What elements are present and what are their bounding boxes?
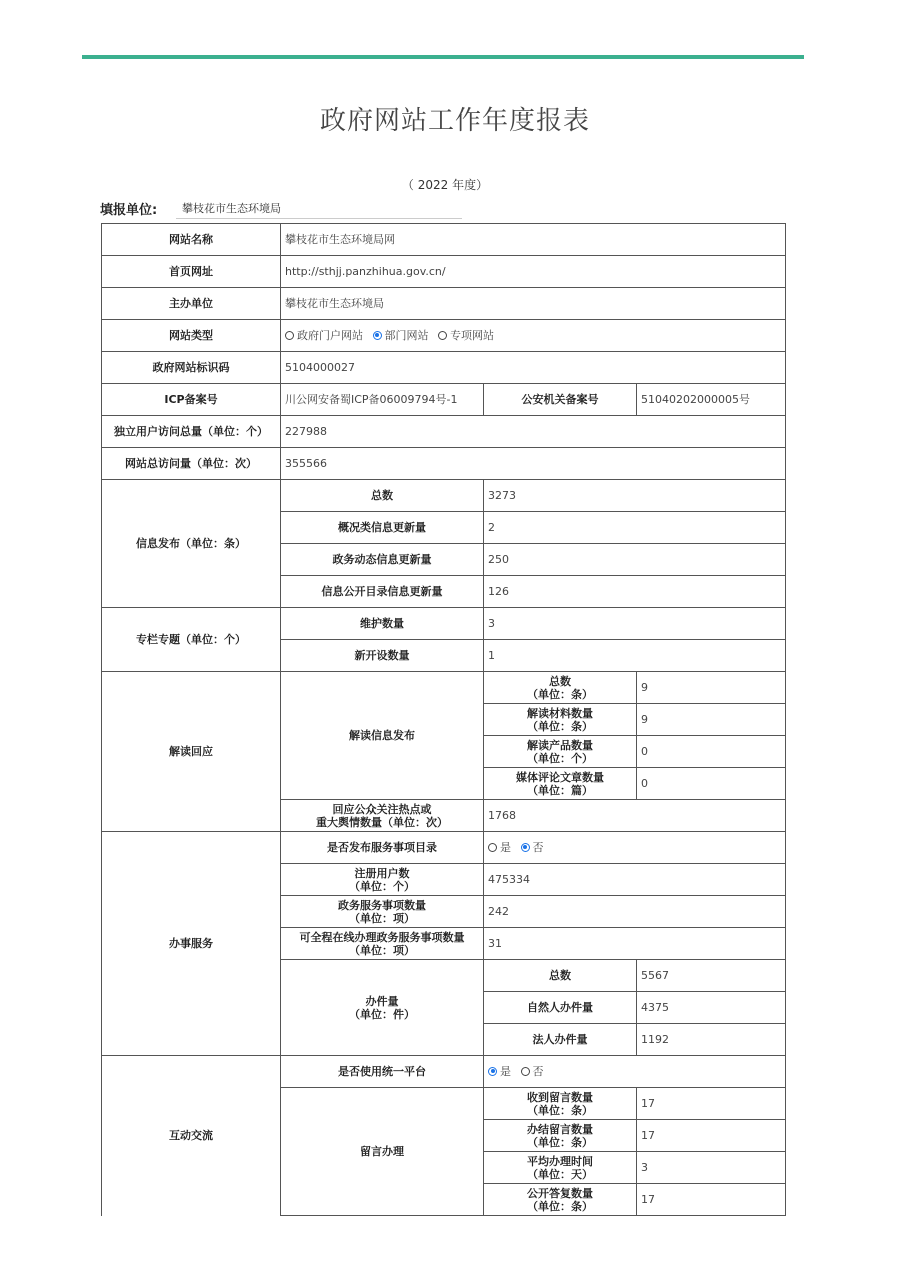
icp-value: 川公网安备蜀ICP备06009794号-1 [281, 384, 484, 416]
table-row [102, 224, 786, 256]
interpret-total-label: 总数 （单位：条） [484, 672, 637, 704]
service-items-value: 242 [484, 896, 786, 928]
site-type-options [281, 320, 786, 352]
interpret-label: 解读回应 [102, 672, 281, 832]
interpret-product-label: 解读产品数量 （单位：个） [484, 736, 637, 768]
service-cases-label: 办件量 （单位：件） [281, 960, 484, 1056]
home-url-label: 首页网址 [102, 256, 281, 288]
columns-new-value: 1 [484, 640, 786, 672]
pv-value: 355566 [281, 448, 786, 480]
interpret-response-value: 1768 [484, 800, 786, 832]
radio-label: 是 [500, 1064, 511, 1078]
radio-on-icon [521, 843, 530, 852]
table-row [102, 352, 786, 384]
info-catalog-value: 126 [484, 576, 786, 608]
columns-label: 专栏专题（单位：个） [102, 608, 281, 672]
id-code-value: 5104000027 [281, 352, 786, 384]
table-row [102, 384, 786, 416]
radio-label: 否 [532, 840, 544, 854]
msg-avg-time-label: 平均办理时间 （单位：天） [484, 1152, 637, 1184]
police-label: 公安机关备案号 [484, 384, 637, 416]
radio-off-icon [438, 331, 447, 340]
host-label: 主办单位 [102, 288, 281, 320]
interpret-media-label: 媒体评论文章数量 （单位：篇） [484, 768, 637, 800]
radio-off-icon [488, 843, 497, 852]
site-name-label: 网站名称 [102, 224, 281, 256]
cases-legal-value: 1192 [637, 1024, 786, 1056]
top-accent-bar [82, 55, 804, 59]
service-reg-label: 注册用户数 （单位：个） [281, 864, 484, 896]
interpret-material-value: 9 [637, 704, 786, 736]
info-news-label: 政务动态信息更新量 [281, 544, 484, 576]
radio-off-icon [521, 1067, 530, 1076]
msg-done-value: 17 [637, 1120, 786, 1152]
msg-received-value: 17 [637, 1088, 786, 1120]
radio-label: 部门网站 [384, 328, 429, 342]
host-value: 攀枝花市生态环境局 [281, 288, 786, 320]
table-row [102, 672, 786, 704]
interpret-response-label: 回应公众关注热点或 重大舆情数量（单位：次） [281, 800, 484, 832]
report-table [101, 223, 786, 1216]
home-url-value: http://sthjj.panzhihua.gov.cn/ [281, 256, 786, 288]
service-items-label: 政务服务事项数量 （单位：项） [281, 896, 484, 928]
columns-maintain-value: 3 [484, 608, 786, 640]
info-catalog-label: 信息公开目录信息更新量 [281, 576, 484, 608]
uv-value: 227988 [281, 416, 786, 448]
service-label: 办事服务 [102, 832, 281, 1056]
radio-gov-portal[interactable] [285, 329, 363, 342]
icp-label: ICP备案号 [102, 384, 281, 416]
info-publish-label: 信息发布（单位：条） [102, 480, 281, 608]
page-title: 政府网站工作年度报表 [319, 106, 590, 136]
radio-label: 政府门户网站 [297, 328, 363, 342]
radio-dept-site[interactable] [373, 329, 429, 342]
columns-maintain-label: 维护数量 [281, 608, 484, 640]
cases-total-label: 总数 [484, 960, 637, 992]
fill-unit-value: 攀枝花市生态环境局 [176, 200, 462, 219]
uv-label: 独立用户访问总量（单位：个） [102, 416, 281, 448]
radio-yes[interactable] [488, 1065, 511, 1078]
pv-label: 网站总访问量（单位：次） [102, 448, 281, 480]
info-news-value: 250 [484, 544, 786, 576]
msg-public-value: 17 [637, 1184, 786, 1216]
radio-on-icon [373, 331, 382, 340]
report-year: （ 2022 年度） [401, 178, 489, 192]
msg-received-label: 收到留言数量 （单位：条） [484, 1088, 637, 1120]
interact-platform-label: 是否使用统一平台 [281, 1056, 484, 1088]
cases-legal-label: 法人办件量 [484, 1024, 637, 1056]
service-catalog-options [484, 832, 786, 864]
id-code-label: 政府网站标识码 [102, 352, 281, 384]
police-value: 51040202000005号 [637, 384, 786, 416]
table-row [102, 832, 786, 864]
table-row [102, 288, 786, 320]
radio-special-site[interactable] [438, 329, 494, 342]
table-row [102, 416, 786, 448]
info-overview-value: 2 [484, 512, 786, 544]
cases-person-label: 自然人办件量 [484, 992, 637, 1024]
table-row [102, 320, 786, 352]
interact-msg-label: 留言办理 [281, 1088, 484, 1216]
radio-on-icon [488, 1067, 497, 1076]
service-catalog-label: 是否发布服务事项目录 [281, 832, 484, 864]
msg-done-label: 办结留言数量 （单位：条） [484, 1120, 637, 1152]
table-row [102, 608, 786, 640]
cases-person-value: 4375 [637, 992, 786, 1024]
interact-label: 互动交流 [102, 1056, 281, 1216]
interact-platform-options [484, 1056, 786, 1088]
interpret-publish-label: 解读信息发布 [281, 672, 484, 800]
interpret-material-label: 解读材料数量 （单位：条） [484, 704, 637, 736]
table-row [102, 480, 786, 512]
radio-no[interactable] [521, 1065, 544, 1078]
cases-total-value: 5567 [637, 960, 786, 992]
radio-label: 专项网站 [450, 328, 494, 342]
info-total-label: 总数 [281, 480, 484, 512]
interpret-media-value: 0 [637, 768, 786, 800]
msg-public-label: 公开答复数量 （单位：条） [484, 1184, 637, 1216]
interpret-total-value: 9 [637, 672, 786, 704]
site-name-value: 攀枝花市生态环境局网 [281, 224, 786, 256]
columns-new-label: 新开设数量 [281, 640, 484, 672]
radio-no[interactable] [521, 841, 544, 854]
radio-off-icon [285, 331, 294, 340]
table-row [102, 448, 786, 480]
radio-label: 是 [500, 840, 511, 854]
service-online-value: 31 [484, 928, 786, 960]
info-total-value: 3273 [484, 480, 786, 512]
radio-yes[interactable] [488, 841, 511, 854]
site-type-label: 网站类型 [102, 320, 281, 352]
table-row [102, 1056, 786, 1088]
table-row [102, 256, 786, 288]
radio-label: 否 [532, 1064, 544, 1078]
fill-unit-label: 填报单位: [100, 203, 158, 218]
service-online-label: 可全程在线办理政务服务事项数量 （单位：项） [281, 928, 484, 960]
service-reg-value: 475334 [484, 864, 786, 896]
interpret-product-value: 0 [637, 736, 786, 768]
info-overview-label: 概况类信息更新量 [281, 512, 484, 544]
msg-avg-time-value: 3 [637, 1152, 786, 1184]
